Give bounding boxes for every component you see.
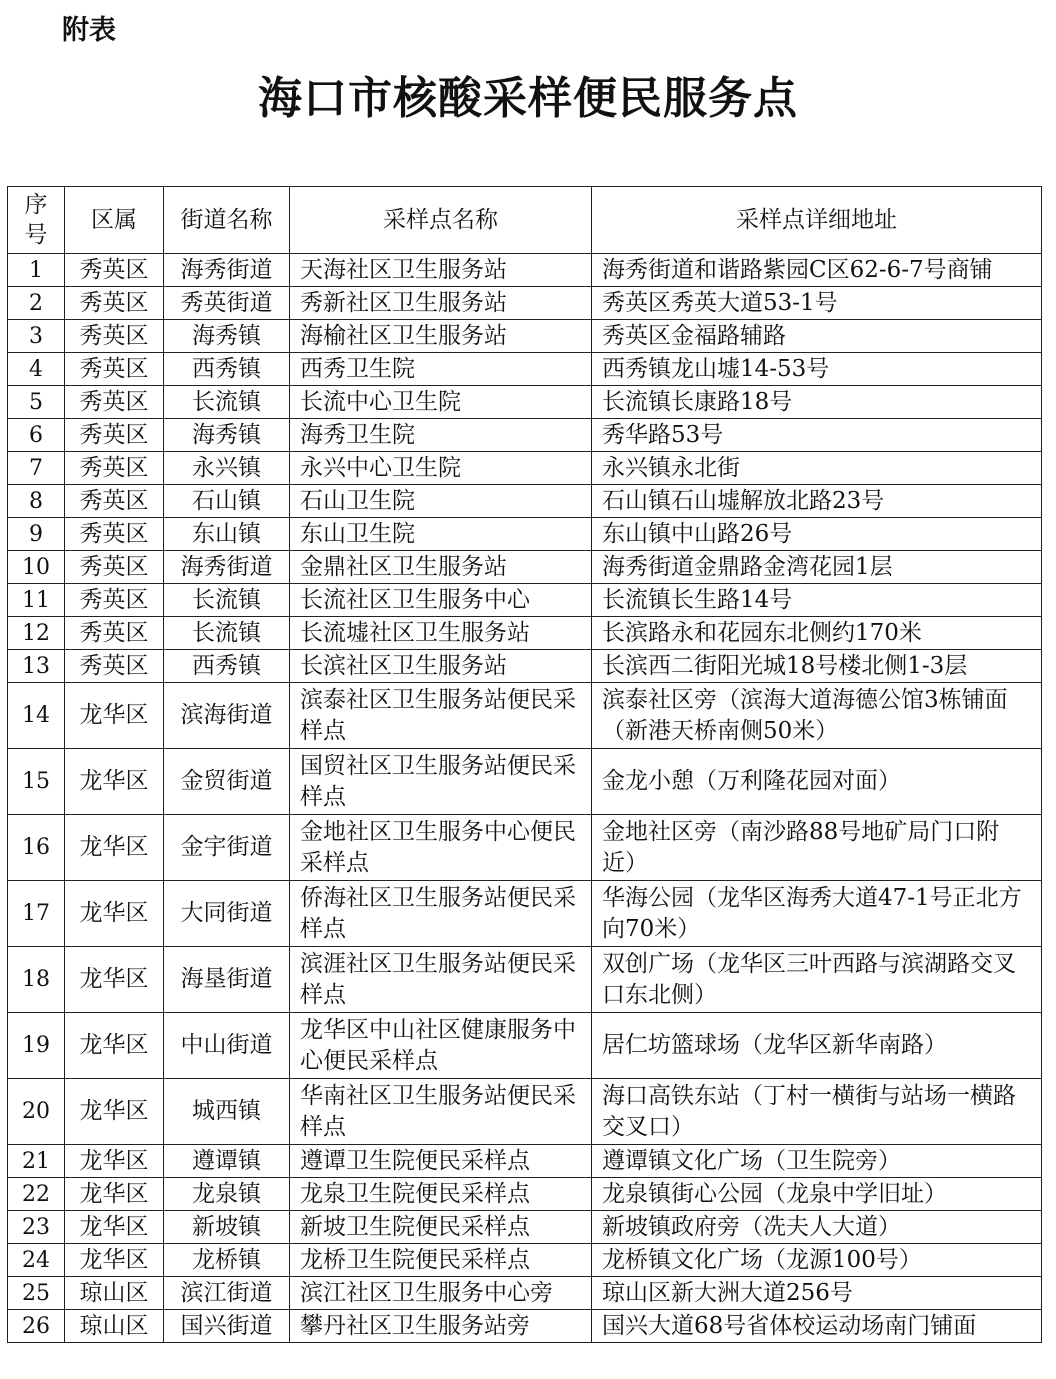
cell-street: 金宇街道	[164, 815, 290, 881]
header-site: 采样点名称	[290, 187, 592, 254]
cell-street: 长流镇	[164, 584, 290, 617]
cell-site: 滨涯社区卫生服务站便民采样点	[290, 947, 592, 1013]
cell-site: 金鼎社区卫生服务站	[290, 551, 592, 584]
cell-site: 石山卫生院	[290, 485, 592, 518]
cell-address: 石山镇石山墟解放北路23号	[592, 485, 1042, 518]
cell-seq: 13	[8, 650, 65, 683]
cell-seq: 1	[8, 254, 65, 287]
cell-site: 金地社区卫生服务中心便民采样点	[290, 815, 592, 881]
table-row	[8, 815, 1042, 881]
cell-seq: 18	[8, 947, 65, 1013]
cell-district: 秀英区	[65, 452, 164, 485]
table-row	[8, 254, 1042, 287]
table-row	[8, 419, 1042, 452]
cell-site: 长流中心卫生院	[290, 386, 592, 419]
cell-site: 攀丹社区卫生服务站旁	[290, 1310, 592, 1343]
cell-site: 永兴中心卫生院	[290, 452, 592, 485]
annex-label: 附表	[62, 15, 116, 46]
sampling-sites-table	[7, 186, 1042, 1343]
cell-street: 新坡镇	[164, 1211, 290, 1244]
cell-district: 琼山区	[65, 1277, 164, 1310]
table-row	[8, 617, 1042, 650]
cell-seq: 21	[8, 1145, 65, 1178]
header-street: 街道名称	[164, 187, 290, 254]
cell-address: 秀华路53号	[592, 419, 1042, 452]
cell-address: 永兴镇永北街	[592, 452, 1042, 485]
cell-site: 滨泰社区卫生服务站便民采样点	[290, 683, 592, 749]
cell-street: 龙泉镇	[164, 1178, 290, 1211]
cell-site: 龙泉卫生院便民采样点	[290, 1178, 592, 1211]
cell-district: 秀英区	[65, 518, 164, 551]
cell-street: 海垦街道	[164, 947, 290, 1013]
table-row	[8, 320, 1042, 353]
cell-address: 东山镇中山路26号	[592, 518, 1042, 551]
cell-site: 天海社区卫生服务站	[290, 254, 592, 287]
cell-address: 海秀街道和谐路紫园C区62-6-7号商铺	[592, 254, 1042, 287]
cell-street: 大同街道	[164, 881, 290, 947]
table-row	[8, 650, 1042, 683]
cell-district: 龙华区	[65, 815, 164, 881]
cell-street: 西秀镇	[164, 353, 290, 386]
cell-seq: 25	[8, 1277, 65, 1310]
cell-site: 长流社区卫生服务中心	[290, 584, 592, 617]
table-row	[8, 584, 1042, 617]
cell-district: 秀英区	[65, 617, 164, 650]
cell-address: 居仁坊篮球场（龙华区新华南路）	[592, 1013, 1042, 1079]
cell-street: 海秀街道	[164, 254, 290, 287]
cell-address: 金地社区旁（南沙路88号地矿局门口附近）	[592, 815, 1042, 881]
cell-address: 长滨路永和花园东北侧约170米	[592, 617, 1042, 650]
table-row	[8, 353, 1042, 386]
table-header-row	[8, 187, 1042, 254]
cell-district: 秀英区	[65, 584, 164, 617]
table-row	[8, 1178, 1042, 1211]
cell-seq: 23	[8, 1211, 65, 1244]
cell-seq: 17	[8, 881, 65, 947]
cell-seq: 12	[8, 617, 65, 650]
cell-street: 滨海街道	[164, 683, 290, 749]
cell-seq: 8	[8, 485, 65, 518]
cell-site: 海榆社区卫生服务站	[290, 320, 592, 353]
header-district: 区属	[65, 187, 164, 254]
table-body	[8, 254, 1042, 1343]
cell-district: 龙华区	[65, 749, 164, 815]
cell-district: 琼山区	[65, 1310, 164, 1343]
cell-street: 遵谭镇	[164, 1145, 290, 1178]
cell-address: 长流镇长生路14号	[592, 584, 1042, 617]
cell-street: 龙桥镇	[164, 1244, 290, 1277]
cell-seq: 3	[8, 320, 65, 353]
cell-street: 海秀镇	[164, 419, 290, 452]
cell-seq: 7	[8, 452, 65, 485]
cell-address: 华海公园（龙华区海秀大道47-1号正北方向70米）	[592, 881, 1042, 947]
cell-street: 滨江街道	[164, 1277, 290, 1310]
cell-district: 秀英区	[65, 320, 164, 353]
cell-address: 海口高铁东站（丁村一横街与站场一横路交叉口）	[592, 1079, 1042, 1145]
cell-address: 遵谭镇文化广场（卫生院旁）	[592, 1145, 1042, 1178]
cell-address: 秀英区秀英大道53-1号	[592, 287, 1042, 320]
cell-street: 长流镇	[164, 617, 290, 650]
cell-address: 秀英区金福路辅路	[592, 320, 1042, 353]
cell-address: 西秀镇龙山墟14-53号	[592, 353, 1042, 386]
cell-seq: 5	[8, 386, 65, 419]
cell-district: 龙华区	[65, 947, 164, 1013]
cell-seq: 15	[8, 749, 65, 815]
cell-seq: 2	[8, 287, 65, 320]
cell-street: 城西镇	[164, 1079, 290, 1145]
cell-seq: 24	[8, 1244, 65, 1277]
cell-street: 长流镇	[164, 386, 290, 419]
table-row	[8, 1310, 1042, 1343]
cell-seq: 10	[8, 551, 65, 584]
cell-street: 石山镇	[164, 485, 290, 518]
cell-address: 龙桥镇文化广场（龙源100号）	[592, 1244, 1042, 1277]
table-row	[8, 1079, 1042, 1145]
cell-seq: 19	[8, 1013, 65, 1079]
table-row	[8, 452, 1042, 485]
cell-district: 龙华区	[65, 1178, 164, 1211]
cell-address: 双创广场（龙华区三叶西路与滨湖路交叉口东北侧）	[592, 947, 1042, 1013]
cell-address: 滨泰社区旁（滨海大道海德公馆3栋铺面（新港天桥南侧50米）	[592, 683, 1042, 749]
cell-address: 长滨西二街阳光城18号楼北侧1-3层	[592, 650, 1042, 683]
cell-district: 秀英区	[65, 254, 164, 287]
cell-district: 龙华区	[65, 683, 164, 749]
table-row	[8, 485, 1042, 518]
cell-address: 金龙小憩（万利隆花园对面）	[592, 749, 1042, 815]
table-row	[8, 1145, 1042, 1178]
cell-street: 永兴镇	[164, 452, 290, 485]
cell-seq: 6	[8, 419, 65, 452]
table-row	[8, 1244, 1042, 1277]
cell-district: 秀英区	[65, 386, 164, 419]
cell-district: 秀英区	[65, 485, 164, 518]
cell-site: 龙华区中山社区健康服务中心便民采样点	[290, 1013, 592, 1079]
cell-address: 海秀街道金鼎路金湾花园1层	[592, 551, 1042, 584]
cell-district: 龙华区	[65, 1013, 164, 1079]
cell-district: 秀英区	[65, 353, 164, 386]
table-row	[8, 386, 1042, 419]
cell-site: 侨海社区卫生服务站便民采样点	[290, 881, 592, 947]
header-seq: 序号	[8, 187, 65, 254]
cell-district: 秀英区	[65, 287, 164, 320]
cell-district: 龙华区	[65, 1079, 164, 1145]
cell-seq: 14	[8, 683, 65, 749]
document-title: 海口市核酸采样便民服务点	[258, 73, 798, 124]
cell-address: 新坡镇政府旁（冼夫人大道）	[592, 1211, 1042, 1244]
cell-street: 金贸街道	[164, 749, 290, 815]
cell-street: 西秀镇	[164, 650, 290, 683]
table-row	[8, 749, 1042, 815]
cell-site: 滨江社区卫生服务中心旁	[290, 1277, 592, 1310]
cell-seq: 4	[8, 353, 65, 386]
cell-street: 中山街道	[164, 1013, 290, 1079]
cell-site: 新坡卫生院便民采样点	[290, 1211, 592, 1244]
table-row	[8, 287, 1042, 320]
cell-site: 长流墟社区卫生服务站	[290, 617, 592, 650]
table-row	[8, 683, 1042, 749]
cell-seq: 22	[8, 1178, 65, 1211]
header-address: 采样点详细地址	[592, 187, 1042, 254]
cell-site: 西秀卫生院	[290, 353, 592, 386]
cell-site: 国贸社区卫生服务站便民采样点	[290, 749, 592, 815]
cell-district: 秀英区	[65, 419, 164, 452]
cell-site: 秀新社区卫生服务站	[290, 287, 592, 320]
cell-site: 东山卫生院	[290, 518, 592, 551]
cell-street: 东山镇	[164, 518, 290, 551]
cell-district: 秀英区	[65, 650, 164, 683]
cell-street: 海秀镇	[164, 320, 290, 353]
table-row	[8, 1013, 1042, 1079]
cell-address: 国兴大道68号省体校运动场南门铺面	[592, 1310, 1042, 1343]
cell-street: 国兴街道	[164, 1310, 290, 1343]
table-row	[8, 551, 1042, 584]
cell-district: 龙华区	[65, 1145, 164, 1178]
cell-seq: 26	[8, 1310, 65, 1343]
table-row	[8, 1277, 1042, 1310]
cell-district: 龙华区	[65, 1211, 164, 1244]
cell-site: 龙桥卫生院便民采样点	[290, 1244, 592, 1277]
table-row	[8, 881, 1042, 947]
cell-address: 龙泉镇街心公园（龙泉中学旧址）	[592, 1178, 1042, 1211]
cell-district: 龙华区	[65, 881, 164, 947]
cell-site: 华南社区卫生服务站便民采样点	[290, 1079, 592, 1145]
cell-district: 秀英区	[65, 551, 164, 584]
table-row	[8, 947, 1042, 1013]
cell-street: 秀英街道	[164, 287, 290, 320]
table-row	[8, 518, 1042, 551]
cell-address: 长流镇长康路18号	[592, 386, 1042, 419]
cell-seq: 9	[8, 518, 65, 551]
cell-seq: 16	[8, 815, 65, 881]
cell-address: 琼山区新大洲大道256号	[592, 1277, 1042, 1310]
cell-site: 遵谭卫生院便民采样点	[290, 1145, 592, 1178]
cell-site: 海秀卫生院	[290, 419, 592, 452]
cell-seq: 11	[8, 584, 65, 617]
table-row	[8, 1211, 1042, 1244]
cell-district: 龙华区	[65, 1244, 164, 1277]
cell-seq: 20	[8, 1079, 65, 1145]
cell-site: 长滨社区卫生服务站	[290, 650, 592, 683]
cell-street: 海秀街道	[164, 551, 290, 584]
